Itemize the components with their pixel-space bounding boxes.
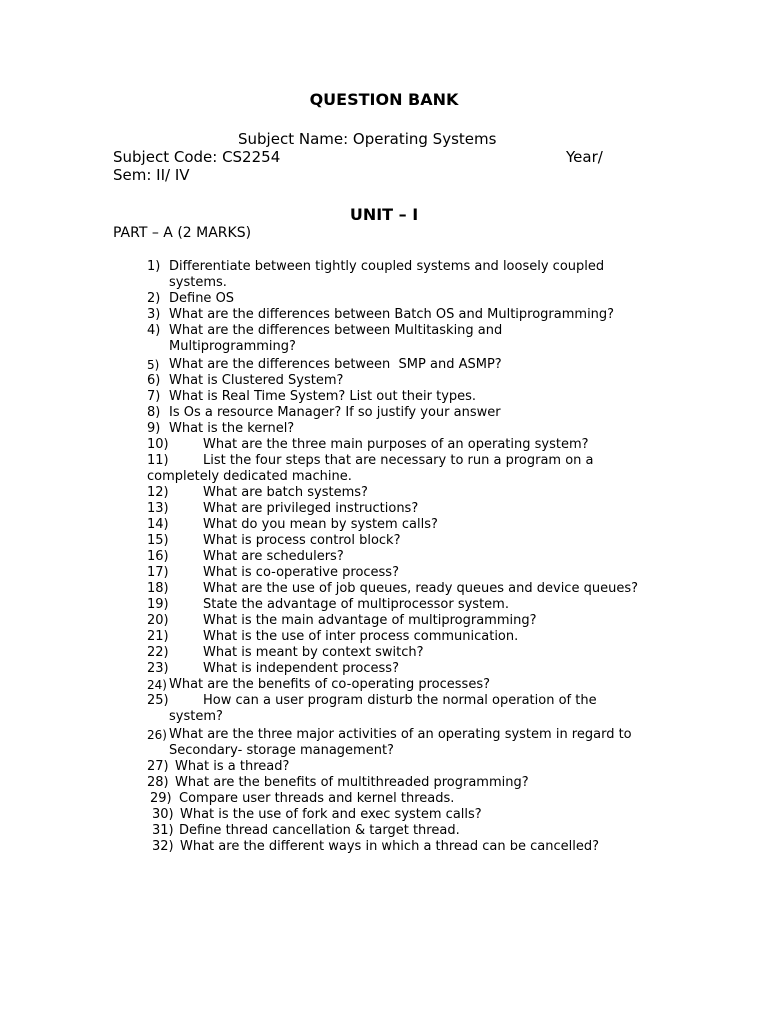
question-number: 18) xyxy=(147,581,169,596)
question-item xyxy=(0,823,768,839)
unit-heading: UNIT – I xyxy=(349,205,419,224)
part-heading: PART – A (2 MARKS) xyxy=(113,225,252,241)
question-number: 32) xyxy=(152,839,174,854)
question-item xyxy=(0,549,768,565)
question-text: What is process control block? xyxy=(203,533,401,548)
question-item xyxy=(0,677,768,693)
question-number: 17) xyxy=(147,565,169,580)
question-number: 5) xyxy=(147,358,160,372)
question-number: 25) xyxy=(147,693,169,708)
question-item xyxy=(0,661,768,677)
question-number: 19) xyxy=(147,597,169,612)
question-list xyxy=(0,259,768,855)
question-text: What is the use of inter process communication. xyxy=(203,629,519,644)
question-number: 20) xyxy=(147,613,169,628)
question-number: 12) xyxy=(147,485,169,500)
question-text: What are the differences between Batch OS and Multiprogramming? xyxy=(169,307,615,322)
page-title: QUESTION BANK xyxy=(309,90,459,109)
question-text: What are schedulers? xyxy=(203,549,344,564)
question-item xyxy=(0,517,768,533)
question-text: What are privileged instructions? xyxy=(203,501,419,516)
question-text: What are the benefits of multithreaded programming? xyxy=(175,775,529,790)
question-number: 3) xyxy=(147,307,161,322)
question-text: What are the use of job queues, ready queues and device queues? xyxy=(203,581,638,596)
question-number: 16) xyxy=(147,549,169,564)
question-number: 27) xyxy=(147,759,169,774)
question-item xyxy=(0,727,768,759)
subject-name: Subject Name: Operating Systems xyxy=(238,130,497,148)
question-number: 8) xyxy=(147,405,161,420)
question-item xyxy=(0,373,768,389)
semester-label: Sem: II/ IV xyxy=(113,166,190,184)
question-item xyxy=(0,437,768,453)
question-text: What is co-operative process? xyxy=(203,565,399,580)
question-item xyxy=(0,839,768,855)
question-item xyxy=(0,791,768,807)
question-item xyxy=(0,645,768,661)
question-number: 7) xyxy=(147,389,161,404)
question-number: 21) xyxy=(147,629,169,644)
question-number: 10) xyxy=(147,437,169,452)
question-number: 22) xyxy=(147,645,169,660)
question-text: What are the three main purposes of an operating system? xyxy=(203,437,589,452)
question-text: What are batch systems? xyxy=(203,485,368,500)
question-text: List the four steps that are necessary to run a program on a completely dedicated machine. xyxy=(147,453,598,484)
question-item xyxy=(0,421,768,437)
question-number: 4) xyxy=(147,323,161,338)
question-text: What is the kernel? xyxy=(169,421,295,436)
question-text: Define thread cancellation & target thread. xyxy=(179,823,460,838)
question-text: What is the use of fork and exec system calls? xyxy=(180,807,482,822)
question-number: 23) xyxy=(147,661,169,676)
question-text: Compare user threads and kernel threads. xyxy=(179,791,455,806)
question-number: 28) xyxy=(147,775,169,790)
question-number: 11) xyxy=(147,453,169,468)
question-number: 1) xyxy=(147,259,161,274)
question-text: What are the different ways in which a thread can be cancelled? xyxy=(180,839,600,854)
question-item xyxy=(0,533,768,549)
question-number: 31) xyxy=(152,823,174,838)
question-item xyxy=(0,501,768,517)
question-number: 30) xyxy=(152,807,174,822)
question-text: What is the main advantage of multiprogramming? xyxy=(203,613,537,628)
question-text: What are the differences between SMP and ASMP? xyxy=(169,357,502,372)
question-text: What is a thread? xyxy=(175,759,290,774)
question-number: 2) xyxy=(147,291,161,306)
question-text: What are the differences between Multitasking and Multiprogramming? xyxy=(169,323,507,354)
question-item xyxy=(0,389,768,405)
question-text: What are the three major activities of an operating system in regard to Secondary- storage management? xyxy=(169,727,636,758)
question-number: 6) xyxy=(147,373,161,388)
question-item xyxy=(0,485,768,501)
question-text: What is Clustered System? xyxy=(169,373,344,388)
question-text: What is independent process? xyxy=(203,661,399,676)
question-item xyxy=(0,405,768,421)
question-item xyxy=(0,323,768,355)
question-item xyxy=(0,565,768,581)
question-item xyxy=(0,597,768,613)
question-item xyxy=(0,259,768,291)
question-number: 13) xyxy=(147,501,169,516)
question-item xyxy=(0,613,768,629)
question-item xyxy=(0,807,768,823)
question-item xyxy=(0,581,768,597)
question-text: Differentiate between tightly coupled systems and loosely coupled systems. xyxy=(169,259,609,290)
question-item xyxy=(0,693,768,725)
year-label: Year/ xyxy=(566,148,603,166)
question-text: State the advantage of multiprocessor system. xyxy=(203,597,509,612)
question-text: What is Real Time System? List out their types. xyxy=(169,389,477,404)
question-number: 26) xyxy=(147,728,167,742)
subject-code: Subject Code: CS2254 xyxy=(113,148,281,166)
question-text: Is Os a resource Manager? If so justify your answer xyxy=(169,405,501,420)
question-text: Define OS xyxy=(169,291,235,306)
question-item xyxy=(0,307,768,323)
question-text: What are the benefits of co-operating processes? xyxy=(169,677,491,692)
question-item xyxy=(0,357,768,373)
question-item xyxy=(0,759,768,775)
question-number: 14) xyxy=(147,517,169,532)
question-text: How can a user program disturb the normal operation of the system? xyxy=(169,693,601,724)
question-number: 9) xyxy=(147,421,161,436)
question-number: 29) xyxy=(150,791,172,806)
question-item xyxy=(0,629,768,645)
question-number: 24) xyxy=(147,678,167,692)
question-number: 15) xyxy=(147,533,169,548)
question-item xyxy=(0,291,768,307)
question-text: What is meant by context switch? xyxy=(203,645,424,660)
question-item xyxy=(0,775,768,791)
question-text: What do you mean by system calls? xyxy=(203,517,438,532)
question-item xyxy=(0,453,768,485)
